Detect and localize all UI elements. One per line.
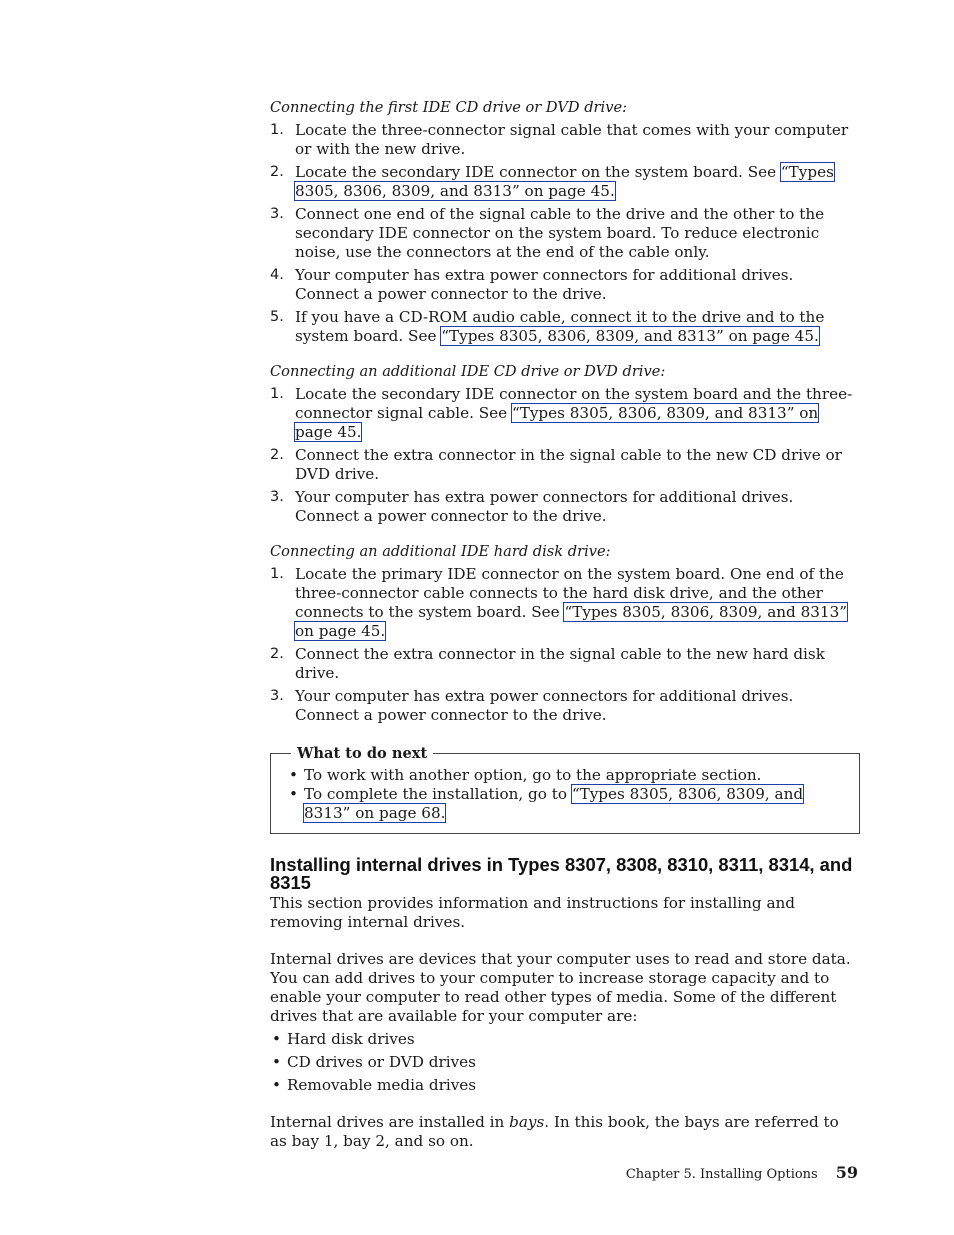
box-title: What to do next: [291, 746, 433, 762]
step-text: Connect one end of the signal cable to the drive and the other to the secondary IDE connector on the system board. To reduce electronic noise, use the connectors at the end of the cable only.: [295, 205, 825, 261]
list-item: [270, 1076, 860, 1095]
subhead: Connecting the first IDE CD drive or DVD drive:: [270, 99, 627, 116]
step-number: 3.: [270, 206, 284, 222]
chapter-label: Chapter 5. Installing Options: [625, 1167, 818, 1182]
list-item: [270, 446, 860, 484]
list-item: [270, 308, 860, 346]
step-text: If you have a CD-ROM audio cable, connect it to the drive and to the system board. See: [295, 308, 825, 345]
list-item: [270, 645, 860, 683]
step-text: Your computer has extra power connectors for additional drives. Connect a power connector to the drive.: [295, 687, 794, 724]
item-text: Removable media drives: [287, 1076, 477, 1094]
steps-list: [270, 121, 860, 346]
step-number: 1.: [270, 122, 284, 138]
bullet-icon: •: [272, 1030, 281, 1048]
cross-reference-link[interactable]: “Types 8305, 8306, 8309, and 8313” on page 68.: [304, 785, 804, 822]
drive-types-list: [270, 1030, 860, 1095]
bays-text-after: . In this book, the bays are referred to as bay 1, bay 2, and so on.: [270, 1113, 839, 1150]
bullet-icon: •: [289, 785, 298, 803]
list-item: [270, 205, 860, 262]
steps-list: [270, 385, 860, 526]
next-steps-list: [287, 766, 843, 823]
step-number: 1.: [270, 566, 284, 582]
section-heading: Installing internal drives in Types 8307, 8308, 8310, 8311, 8314, and 8315: [270, 854, 853, 893]
page-footer: [626, 1163, 858, 1184]
list-item: [270, 385, 860, 442]
page-number: 59: [835, 1163, 858, 1182]
step-number: 3.: [270, 489, 284, 505]
intro-paragraph: This section provides information and instructions for installing and removing internal drives.: [270, 894, 795, 931]
list-item: [270, 163, 860, 201]
step-number: 2.: [270, 164, 284, 180]
list-item: [287, 766, 843, 785]
section-additional-cd: [270, 362, 860, 526]
item-text: To complete the installation, go to: [304, 785, 572, 803]
step-text: Locate the three-connector signal cable that comes with your computer or with the new drive.: [295, 121, 849, 158]
cross-reference-link[interactable]: “Types 8305, 8306, 8309, and 8313” on page 45.: [441, 327, 819, 345]
step-text: Connect the extra connector in the signal cable to the new hard disk drive.: [295, 645, 825, 682]
step-text: Locate the primary IDE connector on the system board. One end of the three-connector cable connects to the hard disk drive, and the other connects to the system board. See: [295, 565, 844, 621]
bullet-icon: •: [289, 766, 298, 784]
step-number: 2.: [270, 447, 284, 463]
cross-reference-link[interactable]: “Types 8305, 8306, 8309, and 8313” on page 45.: [295, 603, 847, 640]
content-column: [270, 98, 860, 1151]
list-item: [270, 565, 860, 641]
bays-text-before: Internal drives are installed in: [270, 1113, 510, 1131]
item-text: To work with another option, go to the appropriate section.: [304, 766, 762, 784]
list-item: [287, 785, 843, 823]
section-first-cd: [270, 98, 860, 346]
step-number: 4.: [270, 267, 284, 283]
drives-paragraph: Internal drives are devices that your computer uses to read and store data. You can add drives to your computer to increase storage capacity and to enable your computer to read other types of media. Some of the different drives that are available for your computer are:: [270, 950, 851, 1025]
step-text: Your computer has extra power connectors for additional drives. Connect a power connector to the drive.: [295, 488, 794, 525]
item-text: Hard disk drives: [287, 1030, 415, 1048]
bullet-icon: •: [272, 1076, 281, 1094]
step-number: 1.: [270, 386, 284, 402]
list-item: [270, 266, 860, 304]
list-item: [270, 488, 860, 526]
steps-list: [270, 565, 860, 725]
list-item: [270, 1053, 860, 1072]
step-number: 5.: [270, 309, 284, 325]
step-text: Your computer has extra power connectors for additional drives. Connect a power connector to the drive.: [295, 266, 794, 303]
cross-reference-link[interactable]: “Types 8305, 8306, 8309, and 8313” on page 45.: [295, 404, 819, 441]
what-to-do-next-box: [270, 745, 860, 834]
subhead: Connecting an additional IDE hard disk drive:: [270, 543, 611, 560]
step-number: 2.: [270, 646, 284, 662]
bays-paragraph: [270, 1113, 860, 1151]
bays-term: bays: [509, 1113, 545, 1131]
step-text: Locate the secondary IDE connector on the system board. See: [295, 163, 781, 181]
list-item: [270, 121, 860, 159]
bullet-icon: •: [272, 1053, 281, 1071]
cross-reference-link[interactable]: “Types 8305, 8306, 8309, and 8313” on page 45.: [295, 163, 834, 200]
list-item: [270, 1030, 860, 1049]
step-text: Connect the extra connector in the signal cable to the new CD drive or DVD drive.: [295, 446, 842, 483]
list-item: [270, 687, 860, 725]
subhead: Connecting an additional IDE CD drive or DVD drive:: [270, 363, 666, 380]
item-text: CD drives or DVD drives: [287, 1053, 476, 1071]
step-number: 3.: [270, 688, 284, 704]
step-text: Locate the secondary IDE connector on the system board and the three-connector signal cable. See: [295, 385, 853, 422]
section-additional-hdd: [270, 542, 860, 725]
